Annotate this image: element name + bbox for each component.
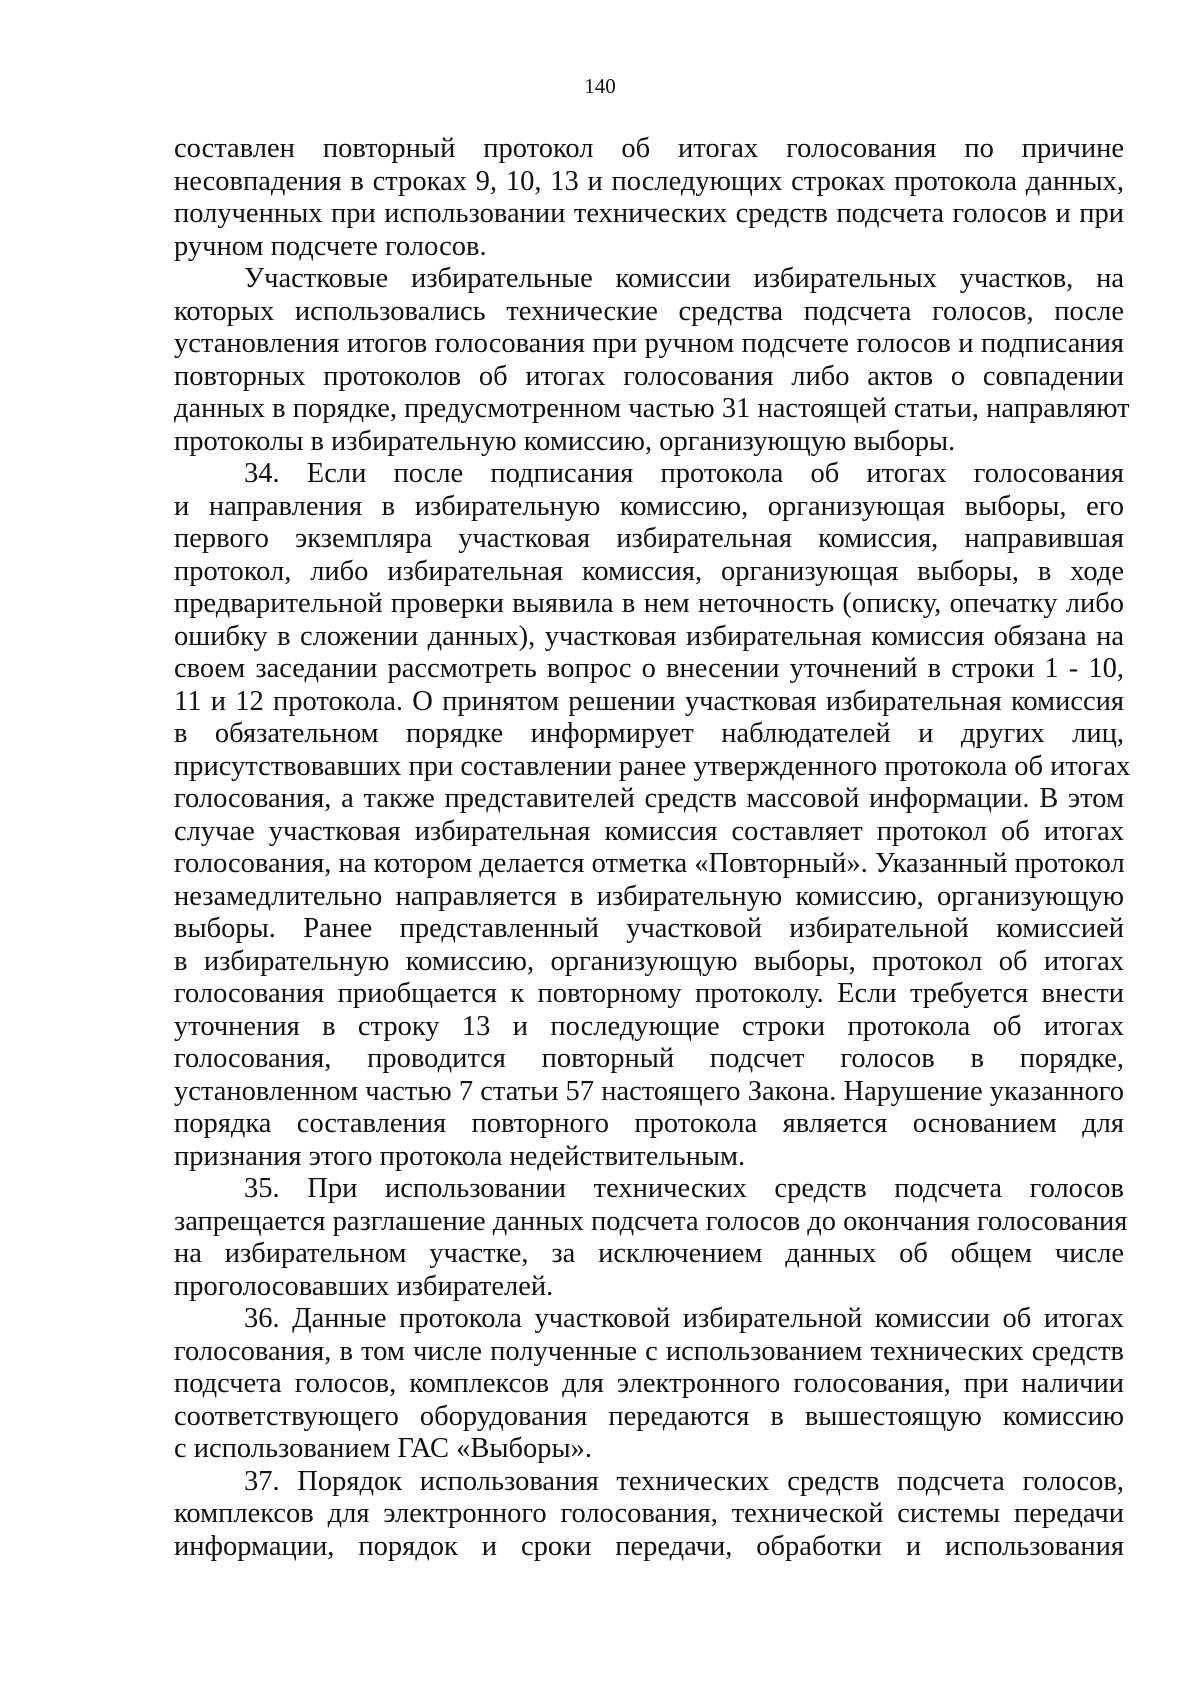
text-line: которых использовались технические средства подсчета голосов, после xyxy=(174,295,1124,327)
text-line: голосования, на котором делается отметка «Повторный». Указанный протокол xyxy=(174,848,1125,879)
text-line: на избирательном участке, за исключением данных об общем числе xyxy=(174,1238,1124,1269)
paragraph xyxy=(174,458,1131,1173)
text-line: проголосовавших избирателей. xyxy=(174,1270,554,1302)
text-line: несовпадения в строках 9, 10, 13 и последующих строках протокола данных, xyxy=(174,165,1124,197)
text-line: подсчета голосов, комплексов для электронного голосования, при наличии xyxy=(174,1368,1124,1399)
text-line: протокол, либо избирательная комиссия, организующая выборы, в ходе xyxy=(174,555,1124,587)
text-line: соответствующего оборудования передаются в вышестоящую комиссию xyxy=(174,1400,1124,1432)
text-line: комплексов для электронного голосования, технической системы передачи xyxy=(174,1498,1124,1529)
text-line: ручном подсчете голосов. xyxy=(174,230,487,262)
text-line: голосования приобщается к повторному протоколу. Если требуется внести xyxy=(174,978,1124,1009)
text-line: 11 и 12 протокола. О принятом решении участковая избирательная комиссия xyxy=(174,685,1124,717)
text-line: установленном частью 7 статьи 57 настоящего Закона. Нарушение указанного xyxy=(174,1075,1124,1107)
text-line: присутствовавших при составлении ранее утвержденного протокола об итогах xyxy=(174,750,1131,782)
text-line: и направления в избирательную комиссию, организующая выборы, его xyxy=(174,490,1124,522)
text-line: голосования, проводится повторный подсчет голосов в порядке, xyxy=(174,1043,1124,1074)
text-line: первого экземпляра участковая избирательная комиссия, направившая xyxy=(174,523,1124,554)
text-line: установления итогов голосования при ручном подсчете голосов и подписания xyxy=(174,328,1124,359)
text-line: повторных протоколов об итогах голосования либо актов о совпадении xyxy=(174,360,1124,392)
text-line: протоколы в избирательную комиссию, организующую выборы. xyxy=(174,425,956,457)
paragraph xyxy=(174,263,1130,458)
text-line: уточнения в строку 13 и последующие строки протокола об итогах xyxy=(174,1010,1124,1042)
text-line: информации, порядок и сроки передачи, обработки и использования xyxy=(174,1530,1124,1562)
text-line: незамедлительно направляется в избирательную комиссию, организующую xyxy=(174,880,1124,912)
text-line: 34. Если после подписания протокола об итогах голосования xyxy=(244,458,1124,489)
text-line: голосования, а также представителей средств массовой информации. В этом xyxy=(174,783,1124,814)
text-line: признания этого протокола недействительным. xyxy=(174,1140,746,1172)
text-line: выборы. Ранее представленный участковой избирательной комиссией xyxy=(174,913,1124,944)
text-line: 37. Порядок использования технических средств подсчета голосов, xyxy=(244,1465,1124,1497)
text-line: Участковые избирательные комиссии избирательных участков, на xyxy=(244,263,1124,294)
text-line: порядка составления повторного протокола является основанием для xyxy=(174,1108,1124,1139)
text-line: в избирательную комиссию, организующую выборы, протокол об итогах xyxy=(174,945,1124,977)
text-line: случае участковая избирательная комиссия составляет протокол об итогах xyxy=(174,815,1124,847)
text-line: составлен повторный протокол об итогах голосования по причине xyxy=(174,133,1124,164)
paragraph xyxy=(174,1303,1124,1466)
text-line: ошибку в сложении данных), участковая избирательная комиссия обязана на xyxy=(174,620,1124,652)
text-line: 36. Данные протокола участковой избирательной комиссии об итогах xyxy=(244,1303,1124,1334)
text-line: голосования, в том числе полученные с использованием технических средств xyxy=(174,1335,1124,1367)
text-line: 35. При использовании технических средств подсчета голосов xyxy=(244,1173,1124,1204)
page-number: 140 xyxy=(584,74,616,98)
text-line: запрещается разглашение данных подсчета голосов до окончания голосования xyxy=(174,1205,1128,1237)
text-line: своем заседании рассмотреть вопрос о внесении уточнений в строки 1 - 10, xyxy=(174,653,1124,684)
document-body xyxy=(174,133,1131,1563)
text-line: в обязательном порядке информирует наблюдателей и других лиц, xyxy=(174,718,1124,749)
text-line: с использованием ГАС «Выборы». xyxy=(174,1433,593,1464)
paragraph xyxy=(174,1466,1124,1564)
text-line: предварительной проверки выявила в нем неточность (описку, опечатку либо xyxy=(174,588,1124,619)
text-line: полученных при использовании технических средств подсчета голосов и при xyxy=(174,198,1124,229)
text-line: данных в порядке, предусмотренном частью 31 настоящей статьи, направляют xyxy=(174,393,1130,424)
paragraph xyxy=(174,133,1124,263)
paragraph xyxy=(174,1173,1128,1303)
